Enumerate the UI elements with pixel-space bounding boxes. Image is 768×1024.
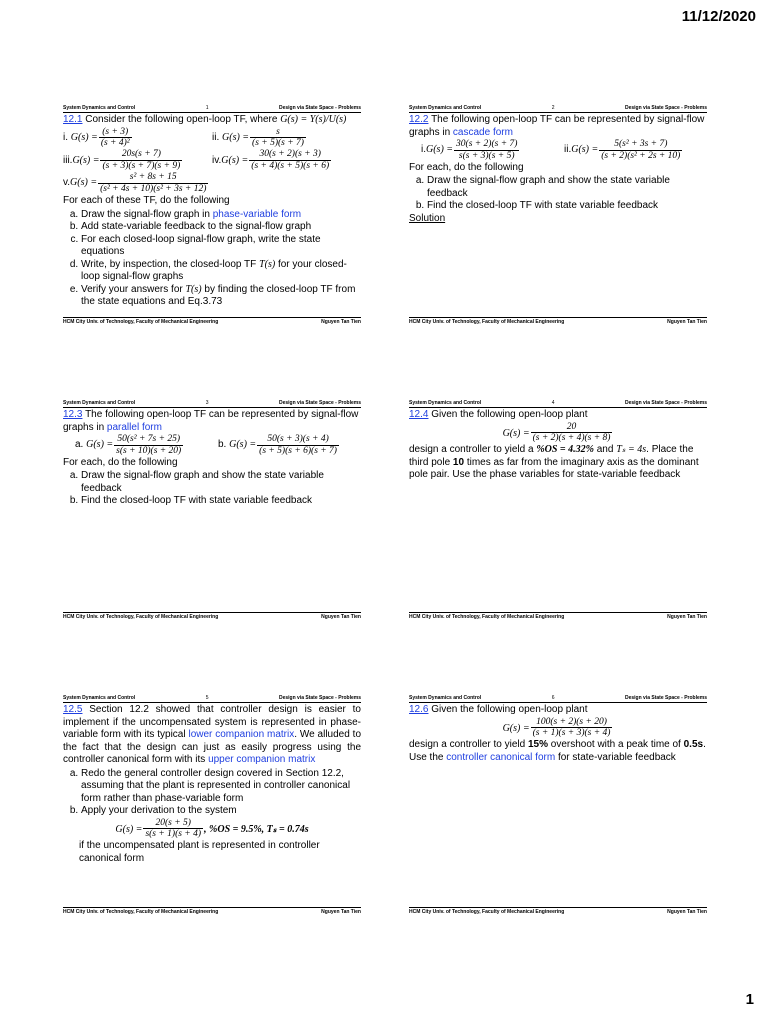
text: and [596,444,614,456]
slide-2 [409,103,707,325]
equation-row [63,818,361,841]
slide-footer [63,317,361,325]
text: 5 [205,694,209,701]
text: cascade form [452,126,513,138]
text: phase-variable form [212,208,302,220]
text: For each, do the following [63,456,178,468]
text: (s + 2)(s + 4)(s + 8) [532,433,611,444]
text: System Dynamics and Control [409,694,482,701]
text: 50(s + 3)(s + 4) [257,434,339,446]
problem-id: 12.4 [409,409,429,420]
text: Section 12.2 showed that controller design is easier to implement if the uncompensated system is represented in phase-variable form with its typical [63,704,361,740]
text: overshoot with a peak time of [550,739,681,751]
text: Design via State Space - Problems [279,104,361,111]
text: 30(s + 2)(s + 3) [249,149,331,161]
text: 100(s + 2)(s + 20) [531,717,613,729]
text: Nguyen Tan Tien [667,613,707,620]
text: Tₛ = 4s [616,444,647,456]
slide-header [409,398,707,408]
text: Verify your answers for [81,283,183,295]
text: i. [63,131,68,143]
text: For each of these TF, do the following [63,195,230,207]
text: s [250,127,306,139]
text: 2 [551,104,555,111]
text: Design via State Space - Problems [625,399,707,406]
text: (s + 4)² [100,138,130,149]
text: HCM City Univ. of Technology, Faculty of Mechanical Engineering [63,318,219,325]
text: b. Apply your derivation to the system [81,805,361,818]
text: design a controller to yield [409,739,526,751]
text: (s + 4)(s + 5)(s + 6) [251,161,330,172]
text: HCM City Univ. of Technology, Faculty of Mechanical Engineering [63,613,219,620]
slide-header [409,103,707,113]
slide-footer [63,907,361,915]
text: a. [75,439,84,451]
text: 20(s + 5) [143,818,203,830]
text: Nguyen Tan Tien [667,318,707,325]
text: G(s) = [72,154,100,166]
slide-body [409,408,707,482]
equation-row [63,127,361,150]
text: %OS = 4.32% [536,444,594,456]
text: Design via State Space - Problems [279,399,361,406]
equation-row [409,717,707,740]
slide-footer [409,317,707,325]
text: HCM City Univ. of Technology, Faculty of Mechanical Engineering [409,318,565,325]
text: s(s + 1)(s + 4) [145,829,202,840]
text: 0.5s [683,739,704,751]
text: System Dynamics and Control [63,399,136,406]
text: for state-variable feedback [557,751,676,763]
text: For each, do the following [409,161,524,173]
text: a. Draw the signal-flow graph and show the state variable feedback [81,470,361,495]
text: s² + 8s + 15 [98,172,208,184]
text: T(s) [185,283,202,295]
text: G(s) = [221,154,249,166]
text: 4 [551,399,555,406]
equation-row [409,139,707,162]
slide-6 [409,693,707,915]
page-date: 11/12/2020 [681,8,756,25]
equation-row [63,434,361,457]
text: iii. [63,154,73,166]
slide-body [409,703,707,764]
text: G(s) = [70,177,98,189]
slide-footer [63,612,361,620]
problem-id: 12.6 [409,704,429,715]
slide-5 [63,693,361,915]
slide-header [63,398,361,408]
text: Given the following open-loop plant [431,704,588,715]
task-list [409,175,707,213]
text: 20 [531,422,613,434]
text: G(s) = [502,722,530,734]
text: . Use the [409,739,706,763]
problem-id: 12.3 [63,409,83,420]
text: G(s) = [222,131,250,143]
text: upper companion matrix [208,754,316,765]
slide-header [409,693,707,703]
text: Draw the signal-flow graph in [81,208,210,220]
slide-4 [409,398,707,620]
text: s(s + 3)(s + 5) [458,150,515,161]
slide-1 [63,103,361,325]
text: , %OS = 9.5%, Tₛ = 0.74s [204,823,309,835]
text: s(s + 10)(s + 20) [116,445,182,456]
text: . We alluded to the fact that the design can just as easily progress using the controller canonical form with its [63,729,362,765]
text: 1 [205,104,209,111]
text: Nguyen Tan Tien [321,318,361,325]
slide-footer [409,907,707,915]
text: (s + 2)(s² + 2s + 10) [601,150,681,161]
text: Design via State Space - Problems [625,694,707,701]
text: T(s) [259,258,276,270]
task-list [63,768,361,818]
text: ii. [212,131,220,143]
text: G(s) = [86,439,114,451]
text: 6 [551,694,555,701]
text: Nguyen Tan Tien [321,908,361,915]
text: 50(s² + 7s + 25) [114,434,183,446]
text: lower companion matrix [188,729,295,740]
text: (s + 5)(s + 7) [252,138,304,149]
solution-heading: Solution [409,212,446,224]
text: System Dynamics and Control [63,104,136,111]
problem-id: 12.5 [63,704,83,715]
slide-body [63,113,361,309]
text: The following open-loop TF can be represented by signal-flow graphs in [409,114,705,138]
text: parallel form [106,421,162,433]
text: (s + 1)(s + 3)(s + 4) [532,728,611,739]
text: 30(s + 2)(s + 7) [456,139,518,149]
text: HCM City Univ. of Technology, Faculty of Mechanical Engineering [409,613,565,620]
equation-row [409,422,707,445]
slide-3 [63,398,361,620]
text: a. Redo the general controller design covered in Section 12.2, assuming that the plant is represented in controller canonical form rather than phase-variable form [81,768,361,806]
slide-header [63,103,361,113]
text: G(s) = [115,823,143,835]
text: System Dynamics and Control [63,694,136,701]
equation-row [63,149,361,172]
task-list [63,470,361,508]
text: 20s(s + 7) [100,149,182,161]
text: (s + 5)(s + 6)(s + 7) [259,445,337,456]
text: ii. [564,144,572,156]
text: System Dynamics and Control [409,399,482,406]
text: b. [218,439,227,451]
text: Design via State Space - Problems [279,694,361,701]
slide-body [409,113,707,225]
text: design a controller to yield a [409,444,534,456]
text: G(s) = [229,439,257,451]
text: Nguyen Tan Tien [667,908,707,915]
slide-body [63,408,361,508]
page-number: 1 [745,991,754,1008]
text: G(s) = [70,131,98,143]
text: for your closed-loop signal-flow graphs [81,258,347,283]
text: 3 [205,399,209,406]
text: Consider the following open-loop TF, where [85,114,278,125]
text: G(s) = Y(s)/U(s) [280,114,347,125]
text: times as far from the imaginary axis as the dominant pole pair. Use the phase variables for state-variable feedback [409,456,699,481]
text: iv. [212,154,222,166]
text: G(s) = [426,144,454,156]
problem-id: 12.2 [409,114,429,125]
text: 15% [527,739,548,751]
text: v. [63,177,71,189]
text: (s² + 4s + 10)(s² + 3s + 12) [100,184,207,195]
text: System Dynamics and Control [409,104,482,111]
text: controller canonical form [446,751,556,763]
text: 5(s² + 3s + 7) [599,139,682,151]
problem-id: 12.1 [63,114,83,125]
text: HCM City Univ. of Technology, Faculty of Mechanical Engineering [63,908,219,915]
equation-row [63,172,361,195]
text: if the uncompensated plant is represented in controller canonical form [79,840,320,864]
text: Nguyen Tan Tien [321,613,361,620]
text: by finding the closed-loop TF from the state equations and Eq.3.73 [81,283,356,308]
text: a. Draw the signal-flow graph and show the state variable feedback [427,175,707,200]
slide-header [63,693,361,703]
text: G(s) = [502,427,530,439]
text: (s + 3)(s + 7)(s + 9) [102,161,181,172]
text: b. Find the closed-loop TF with state variable feedback [427,200,707,213]
text: The following open-loop TF can be represented by signal-flow graphs in [63,409,359,433]
slide-footer [409,612,707,620]
text: . Place the third pole [409,444,694,468]
text: i. [421,144,426,156]
text: Design via State Space - Problems [625,104,707,111]
task-list [63,209,361,309]
text: HCM City Univ. of Technology, Faculty of Mechanical Engineering [409,908,565,915]
text: Given the following open-loop plant [431,409,588,420]
slide-body [63,703,361,865]
text: 10 [452,456,465,468]
text: b. Add state-variable feedback to the signal-flow graph [81,221,361,234]
text: Write, by inspection, the closed-loop TF [81,258,257,270]
text: G(s) = [571,144,599,156]
text: c. For each closed-loop signal-flow graph, write the state equations [81,234,361,259]
text: (s + 3) [99,127,132,139]
text: b. Find the closed-loop TF with state variable feedback [81,495,361,508]
